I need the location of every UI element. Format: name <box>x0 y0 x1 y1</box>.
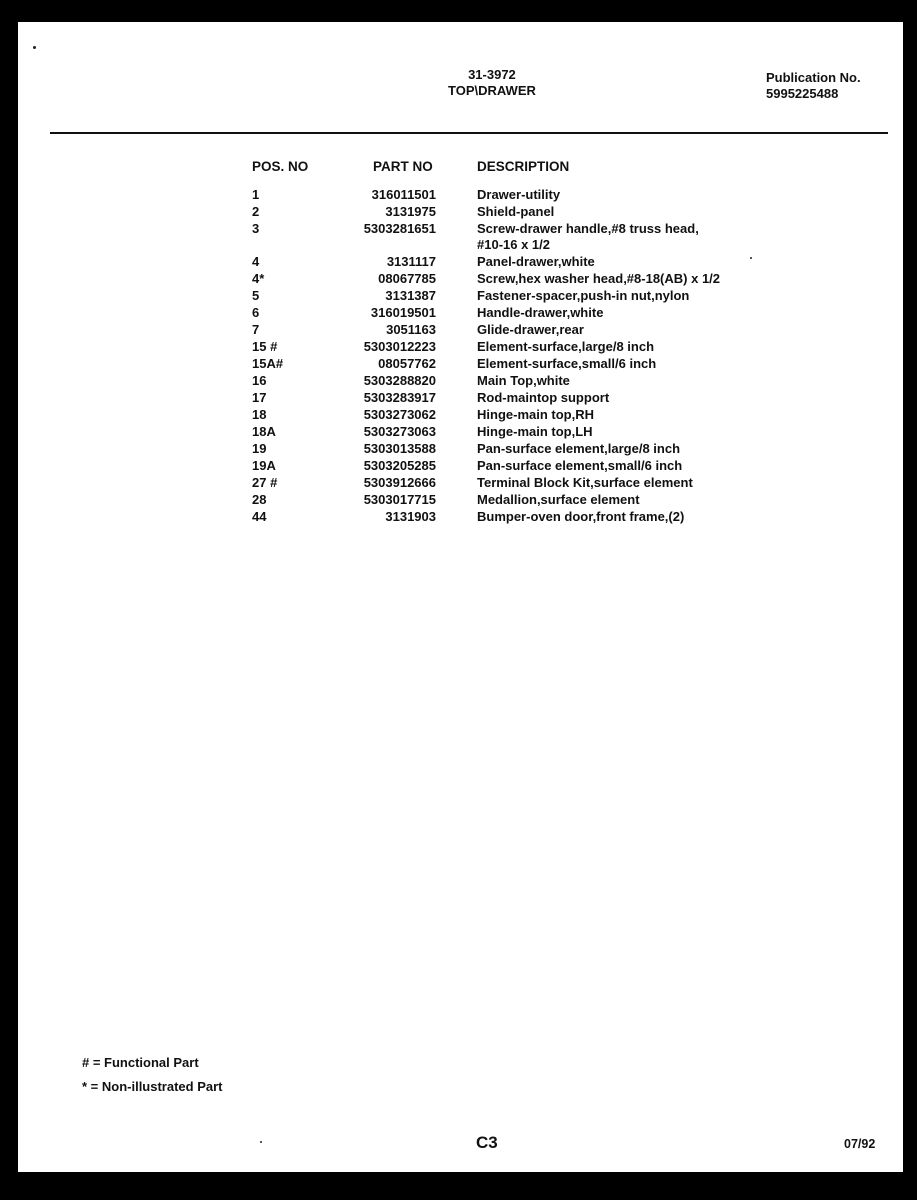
header-title-block <box>448 67 536 99</box>
parts-row <box>18 458 903 475</box>
part-description <box>477 204 777 220</box>
part-description <box>477 254 777 270</box>
description-line: Element-surface,small/6 inch <box>477 356 657 371</box>
part-number: 5303012223 <box>363 339 436 354</box>
part-description <box>477 373 777 389</box>
part-number: 5303013588 <box>363 441 436 456</box>
description-line: Terminal Block Kit,surface element <box>477 475 693 490</box>
pos-number: 28 <box>252 492 267 507</box>
pos-number: 3 <box>252 221 260 236</box>
column-header-description: DESCRIPTION <box>477 159 570 174</box>
part-number: 5303205285 <box>363 458 436 473</box>
description-line: Pan-surface element,small/6 inch <box>477 458 683 473</box>
parts-row <box>18 288 903 305</box>
part-description <box>477 322 777 338</box>
part-description <box>477 492 777 508</box>
part-number: 3131117 <box>386 254 436 269</box>
pos-number: 15 # <box>252 339 278 354</box>
part-number: 3131903 <box>385 509 436 524</box>
part-number: 3051163 <box>386 322 436 337</box>
pos-number: 18 <box>252 407 267 422</box>
part-description <box>477 339 777 355</box>
parts-row <box>18 271 903 288</box>
publication-number: 5995225488 <box>766 86 839 101</box>
parts-row <box>18 407 903 424</box>
legend-non-illustrated: * = Non-illustrated Part <box>82 1079 223 1094</box>
part-number: 5303017715 <box>363 492 436 507</box>
parts-list <box>18 187 903 526</box>
pos-number: 16 <box>252 373 267 388</box>
pos-number: 19A <box>252 458 276 473</box>
description-line: Hinge-main top,LH <box>477 424 593 439</box>
parts-row <box>18 322 903 339</box>
part-number: 5303273062 <box>363 407 436 422</box>
pos-number: 18A <box>252 424 276 439</box>
part-description <box>477 187 777 203</box>
part-number: 3131975 <box>385 204 436 219</box>
column-header-pos: POS. NO <box>252 159 309 174</box>
parts-row <box>18 424 903 441</box>
description-line: Screw,hex washer head,#8-18(AB) x 1/2 <box>477 271 721 286</box>
pos-number: 4* <box>252 271 265 286</box>
pos-number: 7 <box>252 322 260 337</box>
parts-row <box>18 373 903 390</box>
pos-number: 1 <box>252 187 260 202</box>
part-description <box>477 509 777 525</box>
part-number: 08057762 <box>378 356 436 371</box>
publication-label: Publication No. <box>766 70 861 85</box>
parts-row <box>18 221 903 254</box>
pos-number: 17 <box>252 390 267 405</box>
description-line: Screw-drawer handle,#8 truss head, <box>477 221 699 236</box>
parts-row <box>18 305 903 322</box>
parts-row <box>18 356 903 373</box>
part-number: 5303283917 <box>363 390 436 405</box>
description-line: Bumper-oven door,front frame,(2) <box>477 509 685 524</box>
part-description <box>477 288 777 304</box>
part-description <box>477 271 777 287</box>
part-number: 5303281651 <box>363 221 436 236</box>
document-page <box>18 22 903 1172</box>
parts-row <box>18 492 903 509</box>
scan-speck <box>260 1141 262 1143</box>
description-line: Element-surface,large/8 inch <box>477 339 655 354</box>
part-number: 08067785 <box>378 271 436 286</box>
pos-number: 4 <box>252 254 260 269</box>
part-number: 5303288820 <box>363 373 436 388</box>
description-line: Handle-drawer,white <box>477 305 604 320</box>
publication-block <box>766 70 861 102</box>
description-line: Panel-drawer,white <box>477 254 595 269</box>
pos-number: 27 # <box>252 475 278 490</box>
column-header-part: PART NO <box>373 159 433 174</box>
pos-number: 6 <box>252 305 260 320</box>
section-title: TOP\DRAWER <box>448 83 536 98</box>
description-line-continued: #10-16 x 1/2 <box>477 237 551 252</box>
description-line: Main Top,white <box>477 373 570 388</box>
part-number: 316011501 <box>371 187 436 202</box>
parts-row <box>18 187 903 204</box>
description-line: Fastener-spacer,push-in nut,nylon <box>477 288 690 303</box>
parts-row <box>18 475 903 492</box>
parts-row <box>18 390 903 407</box>
part-number: 5303273063 <box>363 424 436 439</box>
part-description <box>477 458 777 474</box>
parts-row <box>18 339 903 356</box>
doc-number: 31-3972 <box>468 67 516 82</box>
pos-number: 5 <box>252 288 260 303</box>
description-line: Pan-surface element,large/8 inch <box>477 441 681 456</box>
parts-row <box>18 509 903 526</box>
description-line: Drawer-utility <box>477 187 561 202</box>
part-description <box>477 305 777 321</box>
part-number: 5303912666 <box>363 475 436 490</box>
description-line: Glide-drawer,rear <box>477 322 584 337</box>
parts-row <box>18 441 903 458</box>
scan-speck <box>33 46 36 49</box>
parts-row <box>18 204 903 221</box>
description-line: Medallion,surface element <box>477 492 640 507</box>
part-description <box>477 356 777 372</box>
part-description <box>477 407 777 423</box>
part-description <box>477 390 777 406</box>
part-number: 3131387 <box>385 288 436 303</box>
header-rule <box>50 132 888 134</box>
pos-number: 19 <box>252 441 267 456</box>
pos-number: 15A# <box>252 356 284 371</box>
description-line: Rod-maintop support <box>477 390 610 405</box>
parts-row <box>18 254 903 271</box>
page-code: C3 <box>476 1133 498 1152</box>
description-line: Hinge-main top,RH <box>477 407 594 422</box>
part-description <box>477 441 777 457</box>
part-number: 316019501 <box>370 305 436 320</box>
description-line: Shield-panel <box>477 204 555 219</box>
part-description <box>477 475 777 491</box>
legend-functional: # = Functional Part <box>82 1055 199 1070</box>
part-description <box>477 221 777 253</box>
revision-date: 07/92 <box>844 1137 876 1151</box>
pos-number: 44 <box>252 509 267 524</box>
pos-number: 2 <box>252 204 260 219</box>
part-description <box>477 424 777 440</box>
